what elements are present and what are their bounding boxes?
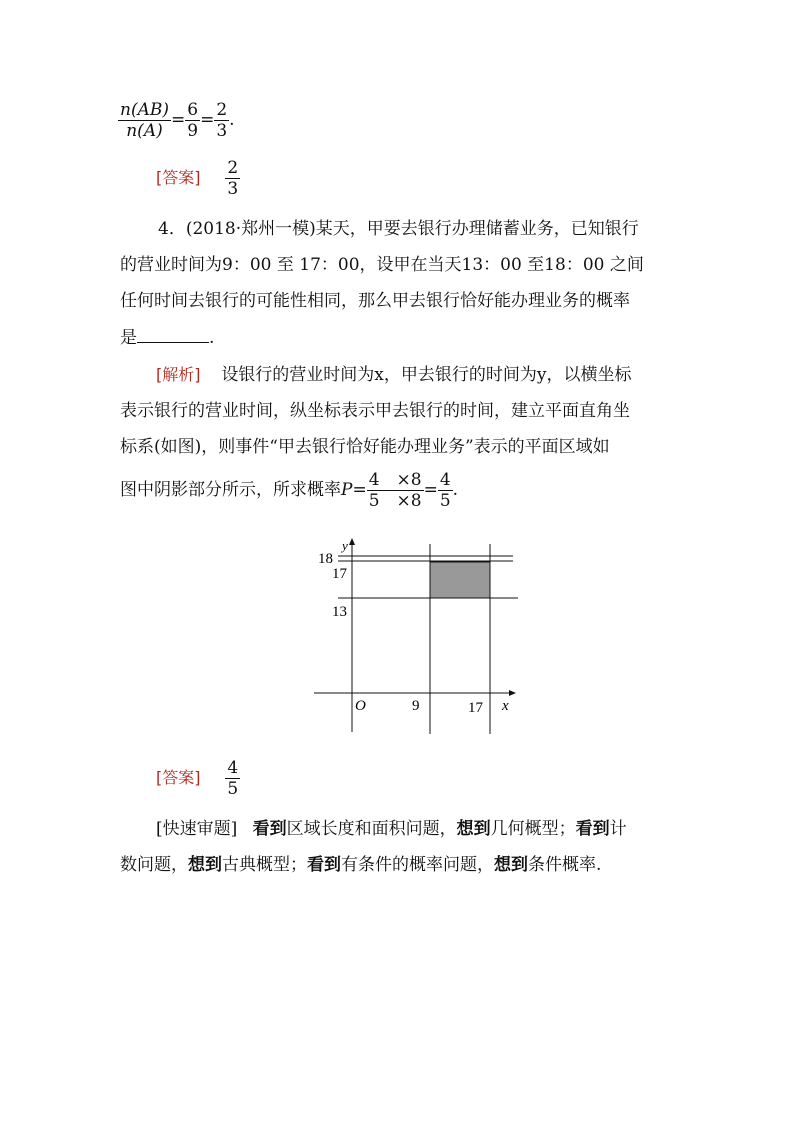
analysis-line-1-text: 设银行的营业时间为x，甲去银行的时间为y，以横坐标 xyxy=(221,365,632,385)
result-fraction xyxy=(438,470,453,511)
y-tick-13: 13 xyxy=(332,604,347,620)
equals-sign: = xyxy=(170,110,186,130)
problem-4-line-1: 4．(2018·郑州一模)某天，甲要去银行办理储蓄业务，已知银行 xyxy=(158,219,639,239)
answer-1 xyxy=(156,158,240,199)
fraction-six-ninths xyxy=(185,100,200,141)
text-segment: 有条件的概率问题， xyxy=(341,855,494,875)
answer-2-fraction xyxy=(225,758,240,799)
period: . xyxy=(452,480,459,500)
analysis-line-3: 标系(如图)，则事件“甲去银行恰好能办理业务”表示的平面区域如 xyxy=(120,437,610,457)
fraction-denominator: 5 ×8 xyxy=(368,491,422,511)
probability-symbol: P xyxy=(341,480,353,500)
fraction-denominator: n(A) xyxy=(126,121,163,141)
problem-4-line-4-prefix: 是 xyxy=(120,328,137,348)
keyword-think: 想到 xyxy=(188,855,222,875)
quick-review-line-2 xyxy=(120,854,601,876)
keyword-think: 想到 xyxy=(456,819,491,839)
text-segment: 几何概型； xyxy=(490,819,576,839)
problem-4-line-4-suffix: . xyxy=(209,328,215,348)
text-segment: 数问题， xyxy=(120,855,188,875)
shaded-region xyxy=(430,562,490,598)
fraction-numerator: n(AB) xyxy=(120,100,169,120)
fraction-denominator: 9 xyxy=(187,121,199,141)
fraction-two-thirds xyxy=(214,100,229,141)
probability-fraction xyxy=(367,470,424,511)
text-segment: 古典概型； xyxy=(222,855,307,875)
equals-sign: = xyxy=(423,480,438,500)
period: . xyxy=(229,110,235,130)
x-axis-arrow xyxy=(509,690,516,696)
text-segment: 计 xyxy=(609,819,627,839)
analysis-line-2: 表示银行的营业时间，纵坐标表示甲去银行的时间，建立平面直角坐 xyxy=(120,401,630,421)
text-segment: 条件概率. xyxy=(528,855,602,875)
quick-review-tag: [快速审题] xyxy=(156,819,238,839)
analysis-line-4-prefix: 图中阴影部分所示，所求概率 xyxy=(120,480,341,500)
y-axis-arrow xyxy=(349,538,355,545)
keyword-see: 看到 xyxy=(252,819,287,839)
x-tick-17: 17 xyxy=(468,700,483,716)
y-axis-label: y xyxy=(342,538,348,553)
x-axis-label: x xyxy=(502,698,509,714)
text-segment: 区域长度和面积问题， xyxy=(286,819,457,839)
equals-sign: = xyxy=(200,110,215,130)
answer-1-fraction xyxy=(225,158,240,199)
fraction-n-ab-over-n-a xyxy=(118,100,171,141)
fraction-denominator: 5 xyxy=(439,491,451,511)
keyword-think: 想到 xyxy=(494,855,528,875)
analysis-line-1 xyxy=(156,364,632,386)
fraction-numerator: 4 xyxy=(227,758,239,778)
answer-tag: [答案] xyxy=(156,768,201,787)
y-tick-17: 17 xyxy=(332,566,347,582)
answer-2 xyxy=(156,758,240,799)
x-tick-9: 9 xyxy=(412,698,420,714)
keyword-see: 看到 xyxy=(575,819,610,839)
quick-review-line-1 xyxy=(156,818,627,840)
origin-label: O xyxy=(355,698,366,714)
coordinate-figure xyxy=(308,536,528,740)
top-formula xyxy=(118,100,235,141)
problem-4-line-3: 任何时间去银行的可能性相同，那么甲去银行恰好能办理业务的概率 xyxy=(120,291,630,311)
analysis-tag: [解析] xyxy=(156,365,201,384)
fraction-numerator: 6 xyxy=(187,100,199,120)
problem-4-line-2: 的营业时间为9：00 至 17：00，设甲在当天13：00 至18：00 之间 xyxy=(120,255,644,275)
y-tick-18: 18 xyxy=(318,551,333,567)
fraction-numerator: 4 ×8 xyxy=(368,470,422,490)
fraction-denominator: 3 xyxy=(227,179,239,199)
answer-blank xyxy=(137,326,209,343)
keyword-see: 看到 xyxy=(307,855,341,875)
fraction-denominator: 3 xyxy=(216,121,228,141)
fraction-numerator: 2 xyxy=(216,100,228,120)
problem-4-line-4 xyxy=(120,326,214,349)
fraction-denominator: 5 xyxy=(227,779,239,799)
fraction-numerator: 2 xyxy=(227,158,239,178)
answer-tag: [答案] xyxy=(156,168,201,187)
fraction-numerator: 4 xyxy=(439,470,451,490)
equals-sign: = xyxy=(352,480,367,500)
analysis-line-4 xyxy=(120,470,458,511)
